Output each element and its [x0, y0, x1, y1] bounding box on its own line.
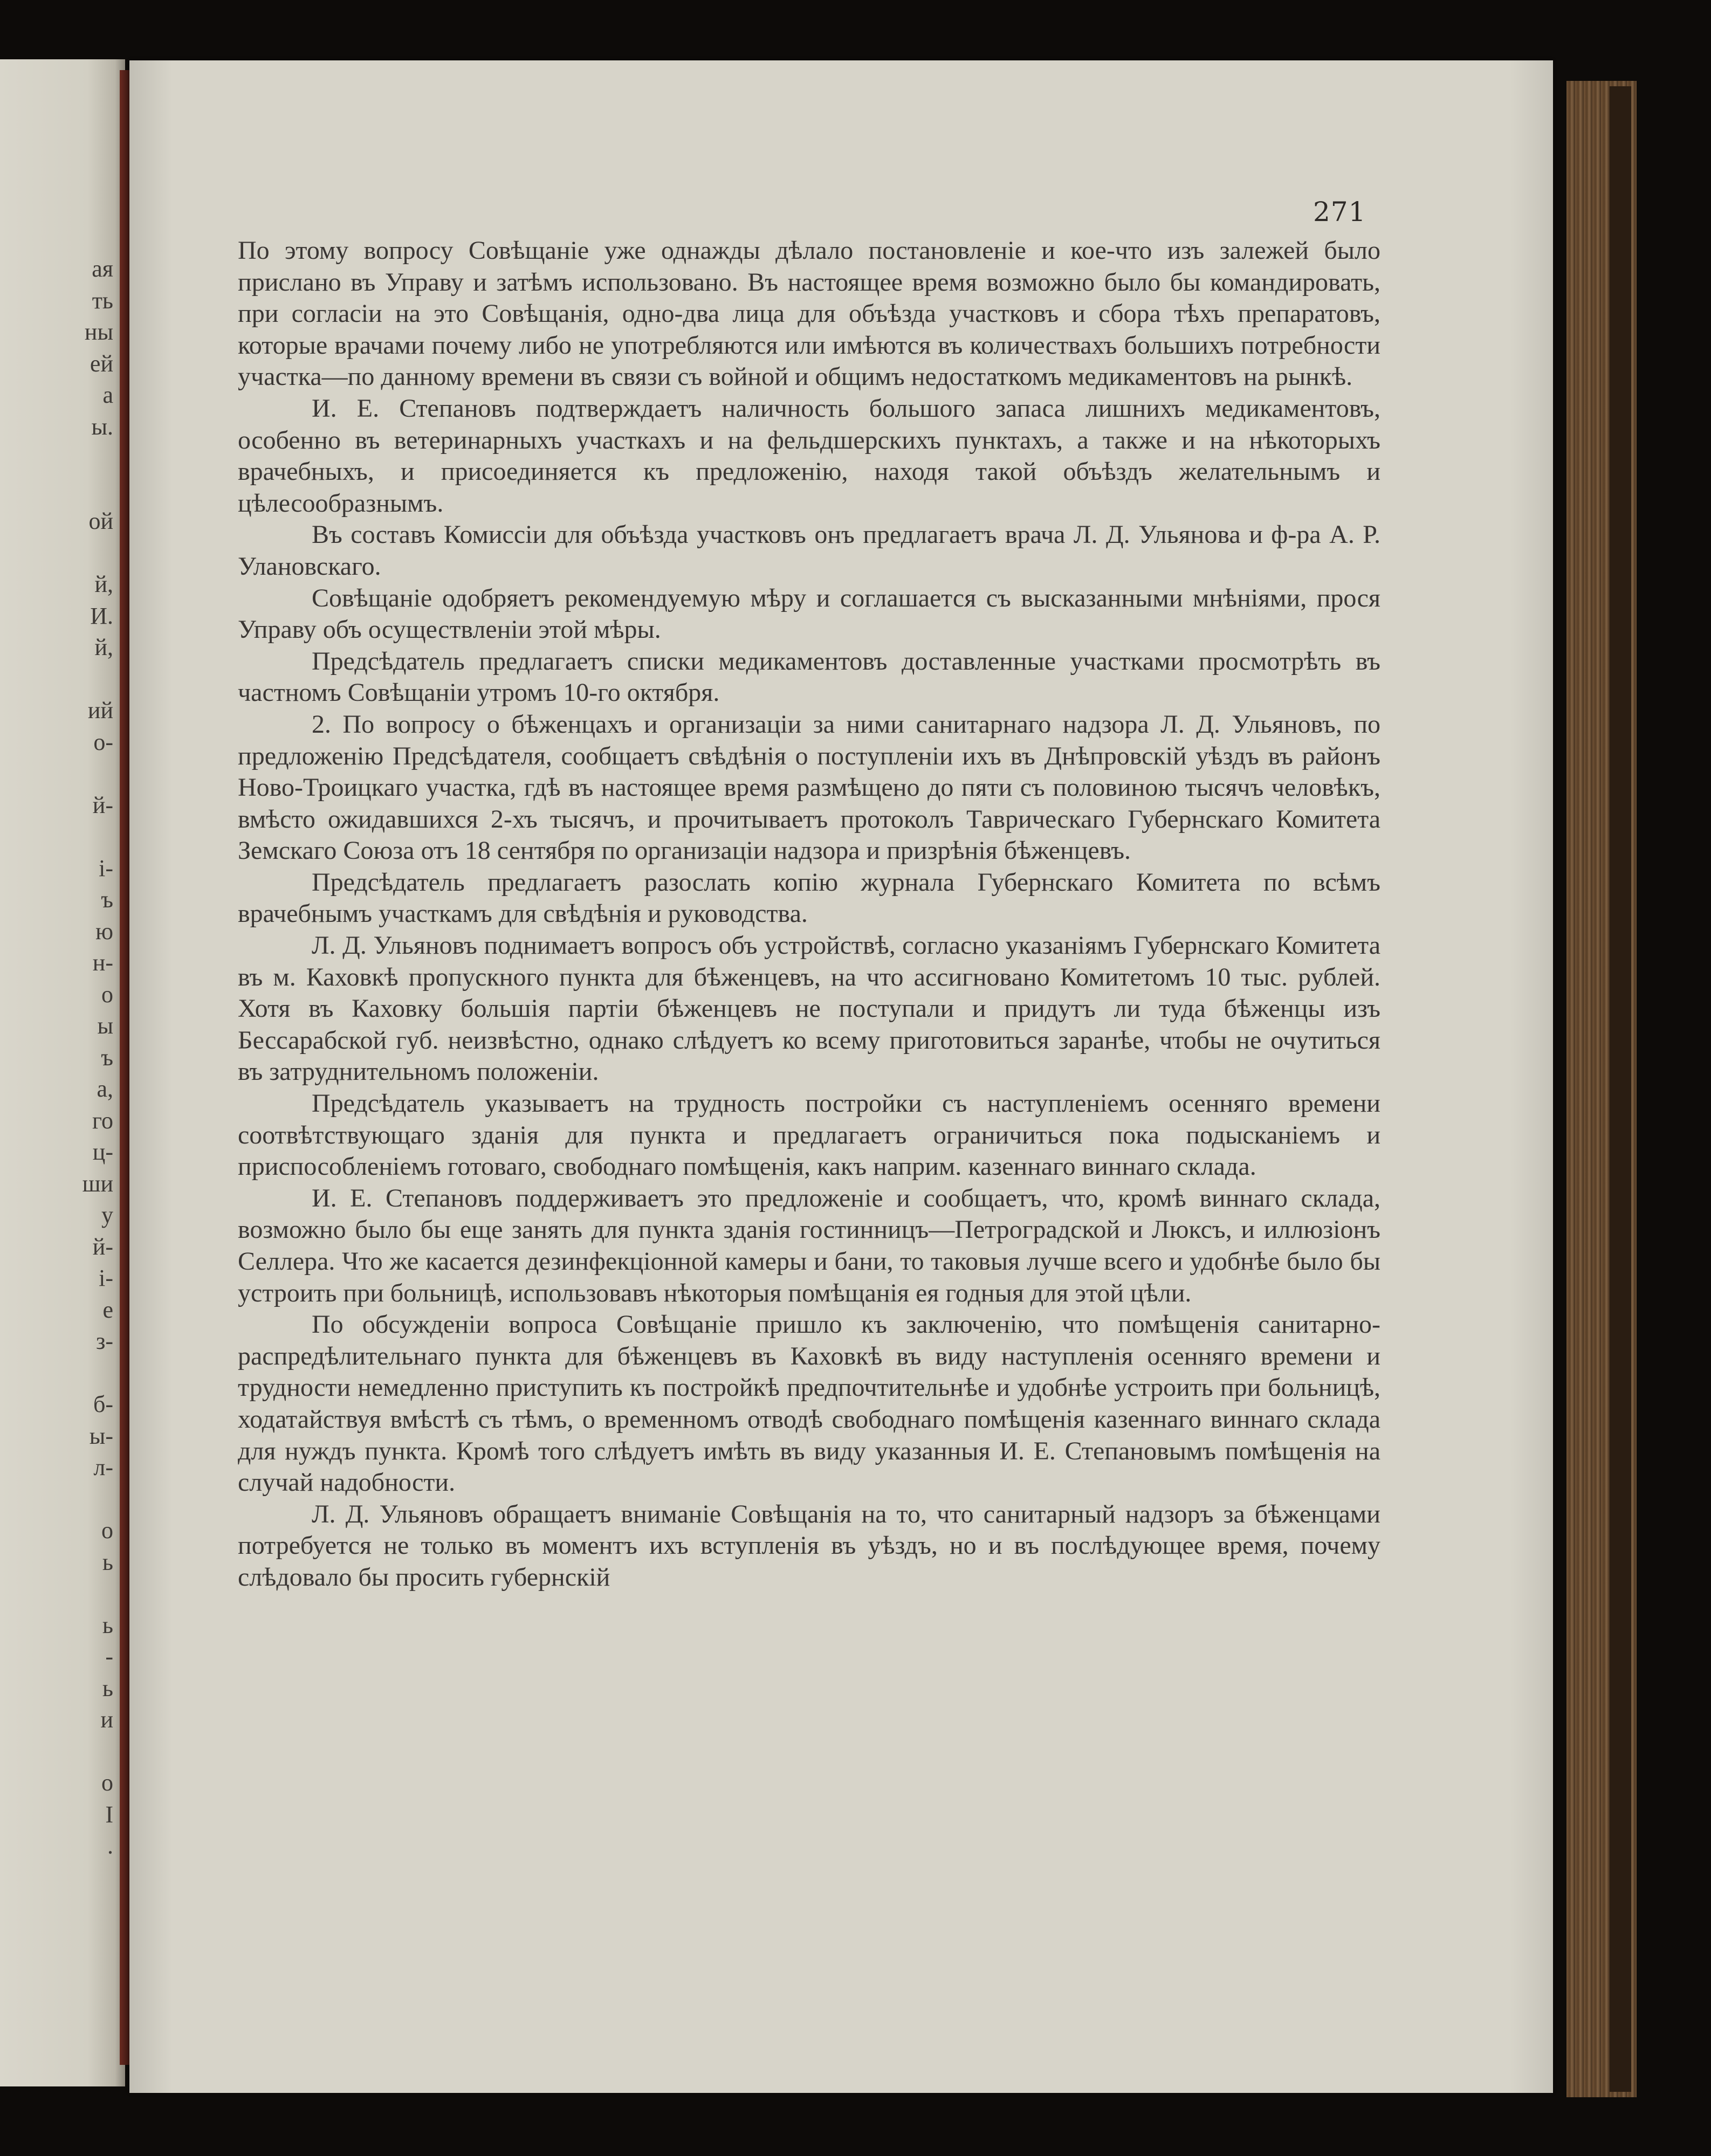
left-fragment — [5, 1736, 113, 1768]
left-fragment: ь — [102, 1548, 113, 1575]
left-fragment: ши — [82, 1170, 113, 1197]
left-fragment: й- — [92, 791, 113, 818]
left-fragment — [5, 758, 113, 790]
left-fragment: ъ — [101, 1044, 113, 1071]
paragraph-3: Въ составъ Комиссіи для объѣзда участковъ онъ предлагаетъ врача Л. Д. Ульянова и ф-ра А. Р. Улановскаго. — [238, 520, 1380, 581]
left-fragment: б- — [93, 1391, 113, 1417]
left-fragment: н- — [92, 949, 113, 976]
left-fragment: а, — [97, 1076, 113, 1102]
left-fragment: ны — [84, 319, 113, 345]
left-fragment — [5, 1484, 113, 1516]
left-fragment — [5, 1358, 113, 1389]
left-fragment: ей — [90, 350, 113, 377]
paragraph-2: И. Е. Степановъ подтверждаетъ наличность большого запаса лишнихъ медикаментовъ, особенно въ ветеринарныхъ участкахъ и на фельдшерскихъ пунктахъ, а также и на нѣкоторыхъ врачебныхъ, и присоединяется къ предложенію, находя такой объѣздъ желательнымъ и цѣлесообразнымъ. — [238, 394, 1380, 518]
paragraph-9: Предсѣдатель указываетъ на трудность постройки съ наступленіемъ осенняго времени соотвѣтствующаго зданія для пункта и предлагаетъ ограничиться пока подысканіемъ и приспособленіемъ готоваго, свободнаго помѣщенія, какъ наприм. казеннаго виннаго склада. — [238, 1089, 1380, 1181]
page-body — [238, 235, 1380, 1594]
left-fragment: і- — [99, 855, 113, 881]
paragraph-11: По обсужденіи вопроса Совѣщаніе пришло къ заключенію, что помѣщенія санитарно-распредѣлительнаго пункта для бѣженцевъ въ Каховкѣ въ виду наступленія осенняго времени и трудности немедленно приступить къ постройкѣ предпочтительнѣе и удобнѣе устроить при больницѣ, ходатайствуя вмѣстѣ съ тѣмъ, о временномъ отводѣ свободнаго помѣщенія казеннаго виннаго склада для нуждъ пункта. Кромѣ того слѣдуетъ имѣть въ виду указанныя И. Е. Степановымъ помѣщенія на случай надобности. — [238, 1310, 1380, 1497]
left-fragment — [5, 664, 113, 695]
left-fragment: ы — [97, 1012, 113, 1039]
left-fragment: і- — [99, 1265, 113, 1291]
left-page-text-fragments — [5, 253, 113, 1862]
book-gutter — [120, 70, 129, 2065]
left-fragment: ой — [88, 508, 113, 534]
left-fragment: о — [101, 981, 113, 1008]
left-fragment: й- — [92, 1233, 113, 1260]
left-fragment: ь — [102, 1611, 113, 1638]
left-fragment: е — [102, 1296, 113, 1323]
left-fragment: - — [105, 1643, 113, 1670]
page-number: 271 — [1313, 196, 1366, 228]
paragraph-6: 2. По вопросу о бѣженцахъ и организаціи за ними санитарнаго надзора Л. Д. Ульяновъ, по предложенію Предсѣдателя, сообщаетъ свѣдѣнія о поступленіи ихъ въ Днѣпровскій уѣздъ въ районъ Ново-Троицкаго участка, гдѣ въ настоящее время размѣщено до пяти съ половиною тысячъ человѣкъ, вмѣсто ожидавшихся 2-хъ тысячъ, и прочитываетъ протоколъ Таврическаго Губернскаго Комитета Земскаго Союза отъ 18 сентября по организаціи надзора и призрѣнія бѣженцевъ. — [238, 710, 1380, 865]
left-fragment: И. — [90, 602, 113, 629]
left-fragment: ь — [102, 1675, 113, 1702]
left-fragment — [5, 821, 113, 853]
left-fragment: о- — [93, 728, 113, 755]
left-fragment: й, — [94, 571, 113, 597]
left-fragment: ы. — [91, 413, 113, 440]
left-fragment: о — [101, 1517, 113, 1544]
left-fragment: а — [102, 382, 113, 408]
left-fragment: л- — [93, 1454, 113, 1480]
left-fragment: го — [92, 1107, 113, 1134]
left-fragment: . — [107, 1833, 113, 1859]
left-facing-page — [0, 59, 125, 2086]
left-fragment: ъ — [101, 886, 113, 913]
left-fragment: ая — [92, 256, 113, 282]
book-cover-edge — [1610, 86, 1631, 2092]
left-fragment: з- — [95, 1328, 113, 1354]
left-fragment: ы- — [89, 1422, 113, 1449]
left-fragment: и — [100, 1706, 113, 1733]
paragraph-8: Л. Д. Ульяновъ поднимаетъ вопросъ объ устройствѣ, согласно указаніямъ Губернскаго Комитета въ м. Каховкѣ пропускного пункта для бѣженцевъ, на что ассигновано Комитетомъ 10 тыс. рублей. Хотя въ Каховку большія партіи бѣженцевъ не поступали и придутъ ли туда бѣженцы изъ Бессарабской губ. неизвѣстно, однако слѣдуетъ ко всему приготовиться заранѣе, чтобы не очутиться въ затруднительномъ положеніи. — [238, 931, 1380, 1086]
left-fragment: о — [101, 1769, 113, 1796]
paragraph-4: Совѣщаніе одобряетъ рекомендуемую мѣру и соглашается съ высказанными мнѣніями, прося Управу объ осуществленіи этой мѣры. — [238, 583, 1380, 644]
left-fragment: ть — [92, 287, 113, 314]
left-fragment — [5, 538, 113, 569]
paragraph-5: Предсѣдатель предлагаетъ списки медикаментовъ доставленные участками просмотрѣть въ частномъ Совѣщаніи утромъ 10-го октября. — [238, 646, 1380, 707]
left-fragment — [5, 1578, 113, 1610]
left-fragment: ий — [87, 697, 113, 724]
left-fragment: у — [101, 1202, 113, 1228]
left-fragment — [5, 474, 113, 506]
left-fragment: ю — [95, 918, 113, 945]
right-page — [129, 60, 1553, 2093]
left-fragment — [5, 443, 113, 474]
paragraph-10: И. Е. Степановъ поддерживаетъ это предложеніе и сообщаетъ, что, кромѣ виннаго склада, возможно было бы еще занять для пункта зданія гостинницъ—Петроградской и Люксъ, и иллюзіонъ Селлера. Что же касается дезинфекціонной камеры и бани, то таковыя лучше всего и удобнѣе было бы устроить при больницѣ, использовавъ нѣкоторыя помѣщанія ея годныя для этой цѣли. — [238, 1183, 1380, 1307]
paragraph-1: По этому вопросу Совѣщаніе уже однажды дѣлало постановленіе и кое-что изъ залежей было прислано въ Управу и затѣмъ использовано. Въ настоящее время возможно было бы командировать, при согласіи на это Совѣщанія, одно-два лица для объѣзда участковъ и сбора тѣхъ препаратовъ, которые врачами почему либо не употребляются или имѣются въ количествахъ большихъ потребности участка—по данному времени въ связи съ войной и общимъ недостаткомъ медикаментовъ на рынкѣ. — [238, 236, 1380, 391]
left-fragment: ц- — [92, 1139, 113, 1165]
paragraph-7: Предсѣдатель предлагаетъ разослать копію журнала Губернскаго Комитета по всѣмъ врачебнымъ участкамъ для свѣдѣнія и руководства. — [238, 867, 1380, 928]
paragraph-12: Л. Д. Ульяновъ обращаетъ вниманіе Совѣщанія на то, что санитарный надзоръ за бѣженцами потребуется не только въ моментъ ихъ вступленія въ уѣздъ, но и въ послѣдующее время, почему слѣдовало бы просить губернскій — [238, 1499, 1380, 1592]
left-fragment: й, — [94, 634, 113, 660]
left-fragment: І — [105, 1801, 113, 1828]
